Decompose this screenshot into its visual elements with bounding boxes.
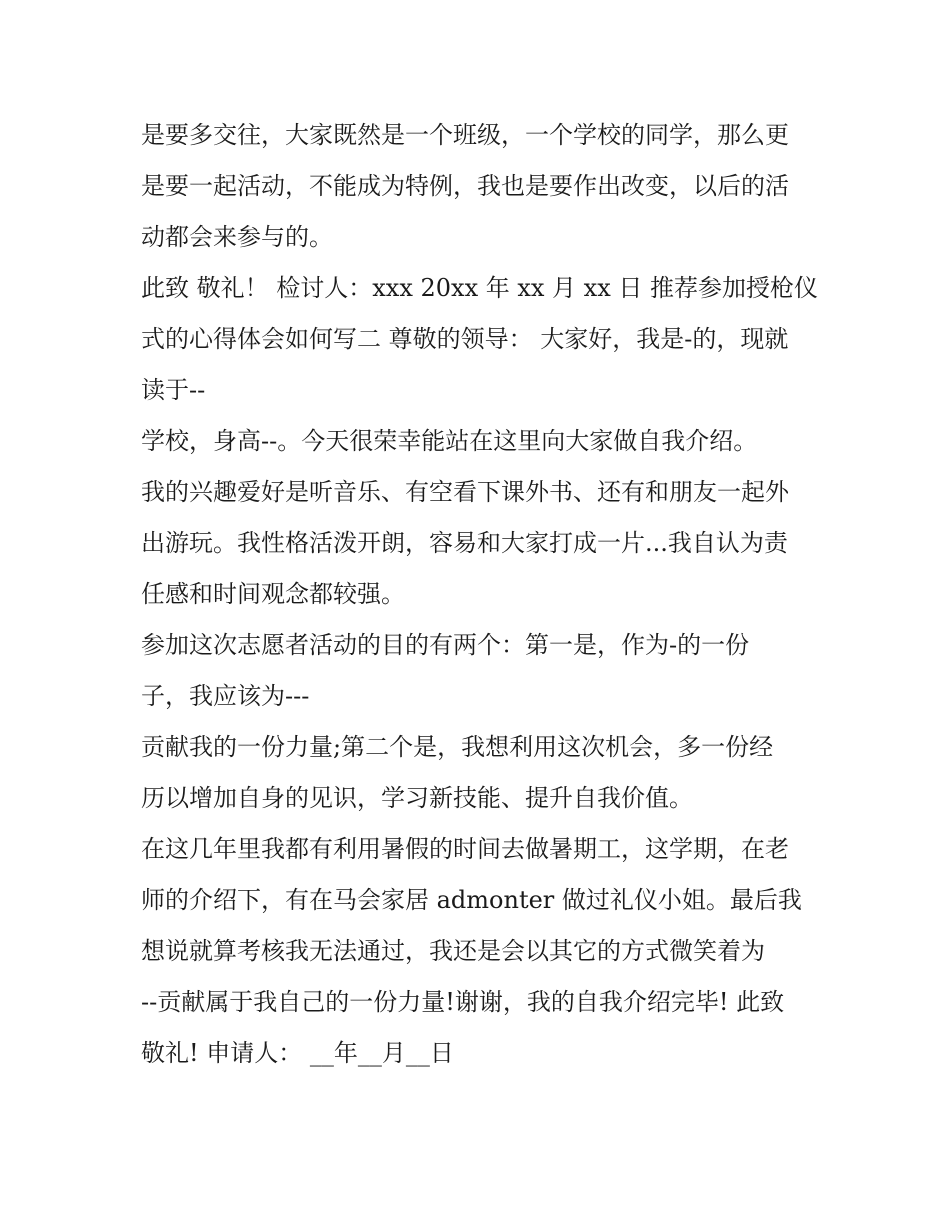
text-line-12: 子，我应该为--- xyxy=(141,682,310,710)
text-line-18: --贡献属于我自己的一份力量!谢谢，我的自我介绍完毕! 此致 xyxy=(141,988,785,1016)
text-line-5: 式的心得体会如何写二 尊敬的领导： 大家好，我是-的，现就 xyxy=(141,325,789,353)
text-line-11: 参加这次志愿者活动的目的有两个：第一是，作为-的一份 xyxy=(141,631,750,659)
text-line-9: 出游玩。我性格活泼开朗，容易和大家打成一片...我自认为责 xyxy=(141,529,788,557)
text-line-19: 敬礼! 申请人： __年__月__日 xyxy=(141,1039,454,1067)
text-line-1: 是要多交往，大家既然是一个班级，一个学校的同学，那么更 xyxy=(141,121,789,149)
text-line-3: 动都会来参与的。 xyxy=(141,223,333,251)
text-line-14: 历以增加自身的见识，学习新技能、提升自我价值。 xyxy=(141,784,693,812)
text-line-6: 读于-- xyxy=(141,376,206,404)
text-line-13: 贡献我的一份力量;第二个是，我想利用这次机会，多一份经 xyxy=(141,733,774,761)
text-line-15: 在这几年里我都有利用暑假的时间去做暑期工，这学期，在老 xyxy=(141,835,789,863)
text-line-4: 此致 敬礼！ 检讨人：xxx 20xx 年 xx 月 xx 日 推荐参加授枪仪 xyxy=(141,274,819,302)
text-line-10: 任感和时间观念都较强。 xyxy=(141,580,405,608)
text-line-17: 想说就算考核我无法通过，我还是会以其它的方式微笑着为 xyxy=(141,937,765,965)
text-line-16: 师的介绍下，有在马会家居 admonter 做过礼仪小姐。最后我 xyxy=(141,886,802,914)
text-line-2: 是要一起活动，不能成为特例，我也是要作出改变，以后的活 xyxy=(141,172,789,200)
text-line-8: 我的兴趣爱好是听音乐、有空看下课外书、还有和朋友一起外 xyxy=(141,478,789,506)
body-text xyxy=(141,110,831,1079)
text-line-7: 学校，身高--。今天很荣幸能站在这里向大家做自我介绍。 xyxy=(141,427,758,455)
